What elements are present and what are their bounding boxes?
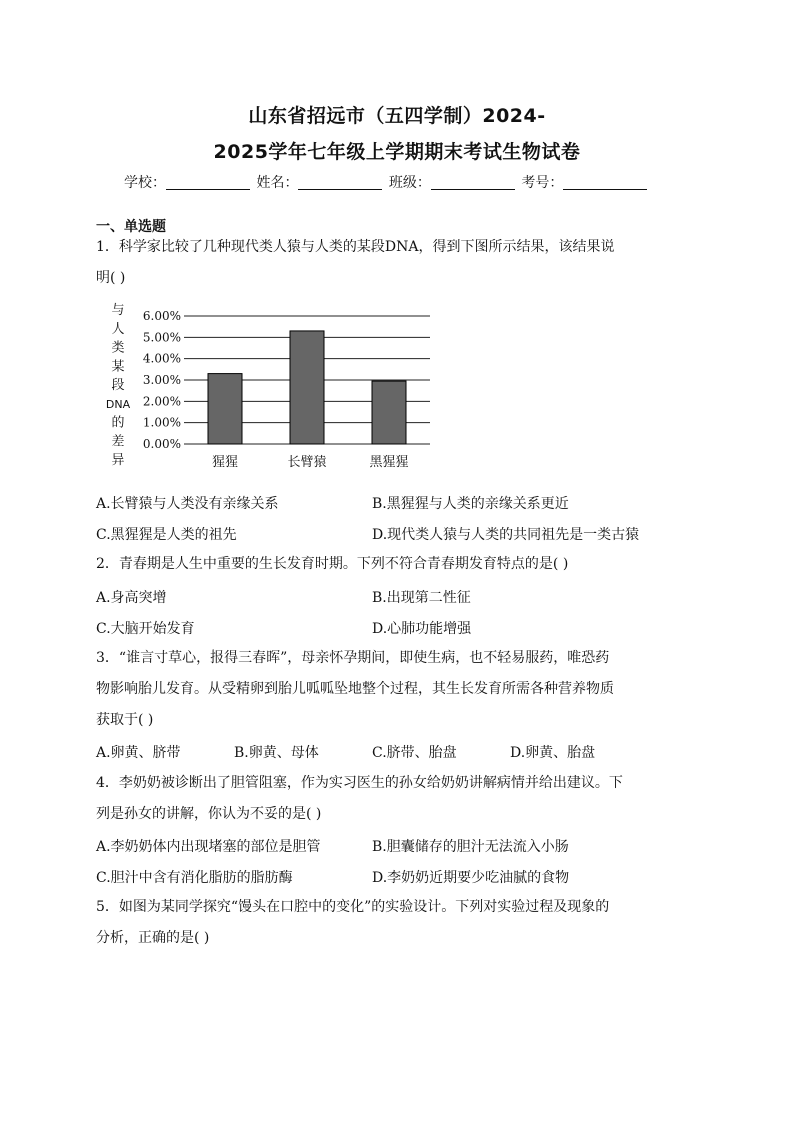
y-axis-label-char: 段 [111, 378, 125, 393]
q1-option-c[interactable]: C.黑猩猩是人类的祖先 [96, 527, 237, 543]
page-title-line-2: 2025学年七年级上学期期末考试生物试卷 [213, 141, 581, 163]
class-field[interactable] [431, 175, 515, 190]
y-tick-label: 5.00% [142, 330, 181, 345]
q4-stem-line-2: 列是孙女的讲解，你认为不妥的是( ) [96, 806, 322, 822]
y-axis-label-char: 某 [111, 359, 125, 375]
y-tick-label: 3.00% [142, 373, 181, 387]
q1-stem-line-2: 明( ) [96, 270, 126, 286]
y-axis-label-char: 差 [111, 434, 125, 450]
y-axis-label-char: 人 [111, 321, 125, 337]
x-category-label: 黑猩猩 [369, 455, 409, 470]
school-label: 学校： [124, 175, 166, 191]
x-category-label: 长臂猿 [287, 455, 327, 470]
bar-3 [372, 381, 406, 444]
name-field[interactable] [298, 175, 382, 190]
y-axis-label-char: 类 [111, 340, 125, 356]
q1-stem-line-1: 1．科学家比较了几种现代类人猿与人类的某段DNA，得到下图所示结果，该结果说 [96, 239, 615, 255]
q2-option-a[interactable]: A.身高突增 [96, 590, 167, 606]
y-tick-label: 4.00% [142, 351, 181, 366]
q5-stem-line-1: 5．如图为某同学探究“馒头在口腔中的变化”的实验设计。下列对实验过程及现象的 [96, 899, 610, 915]
y-tick-label: 0.00% [142, 437, 181, 451]
y-axis-label-char: 的 [111, 415, 125, 431]
y-axis-label-char: 与 [111, 303, 125, 318]
q4-option-d[interactable]: D.李奶奶近期要少吃油腻的食物 [372, 870, 570, 886]
y-axis-label-char: 异 [111, 453, 125, 468]
name-label: 姓名： [256, 175, 299, 191]
school-field[interactable] [166, 175, 250, 190]
y-axis-label-char: DNA [105, 397, 131, 411]
q1-option-d[interactable]: D.现代类人猿与人类的共同祖先是一类古猿 [372, 527, 640, 543]
q3-stem-line-2: 物影响胎儿发育。从受精卵到胎儿呱呱坠地整个过程，其生长发育所需各种营养物质 [96, 681, 614, 697]
q3-option-d[interactable]: D.卵黄、胎盘 [510, 745, 596, 761]
q1-option-a[interactable]: A.长臂猿与人类没有亲缘关系 [96, 496, 279, 512]
q3-stem-line-1: 3．“谁言寸草心，报得三春晖”，母亲怀孕期间，即使生病，也不轻易服药，唯恐药 [96, 650, 610, 666]
q5-stem-line-2: 分析，正确的是( ) [96, 930, 210, 946]
bar-2 [290, 331, 324, 444]
page-title-line-1: 山东省招远市（五四学制）2024- [248, 105, 546, 127]
q4-option-c[interactable]: C.胆汁中含有消化脂肪的脂肪酶 [96, 870, 293, 886]
y-tick-label: 1.00% [142, 415, 181, 430]
class-label: 班级： [388, 175, 431, 191]
q3-option-a[interactable]: A.卵黄、脐带 [96, 745, 181, 761]
y-tick-label: 6.00% [142, 309, 181, 323]
q2-option-b[interactable]: B.出现第二性征 [372, 590, 471, 606]
exam-number-label: 考号： [521, 175, 564, 191]
bar-1 [208, 374, 242, 444]
q3-stem-line-3: 获取于( ) [96, 712, 154, 728]
q3-option-b[interactable]: B.卵黄、母体 [234, 745, 319, 761]
dna-difference-bar-chart [96, 296, 436, 472]
q4-stem-line-1: 4．李奶奶被诊断出了胆管阻塞，作为实习医生的孙女给奶奶讲解病情并给出建议。下 [96, 775, 623, 791]
q1-option-b[interactable]: B.黑猩猩与人类的亲缘关系更近 [372, 496, 569, 512]
q2-option-d[interactable]: D.心肺功能增强 [372, 621, 472, 637]
q4-option-b[interactable]: B.胆囊储存的胆汁无法流入小肠 [372, 839, 569, 855]
q2-option-c[interactable]: C.大脑开始发育 [96, 621, 195, 637]
section-title: 一、单选题 [96, 219, 166, 235]
x-category-label: 猩猩 [211, 455, 239, 470]
q4-option-a[interactable]: A.李奶奶体内出现堵塞的部位是胆管 [96, 839, 321, 855]
q3-option-c[interactable]: C.脐带、胎盘 [372, 745, 457, 761]
y-tick-label: 2.00% [142, 394, 181, 409]
exam-number-field[interactable] [563, 175, 647, 190]
q2-stem: 2．青春期是人生中重要的生长发育时期。下列不符合青春期发育特点的是( ) [96, 556, 569, 572]
student-info-row [124, 172, 649, 192]
